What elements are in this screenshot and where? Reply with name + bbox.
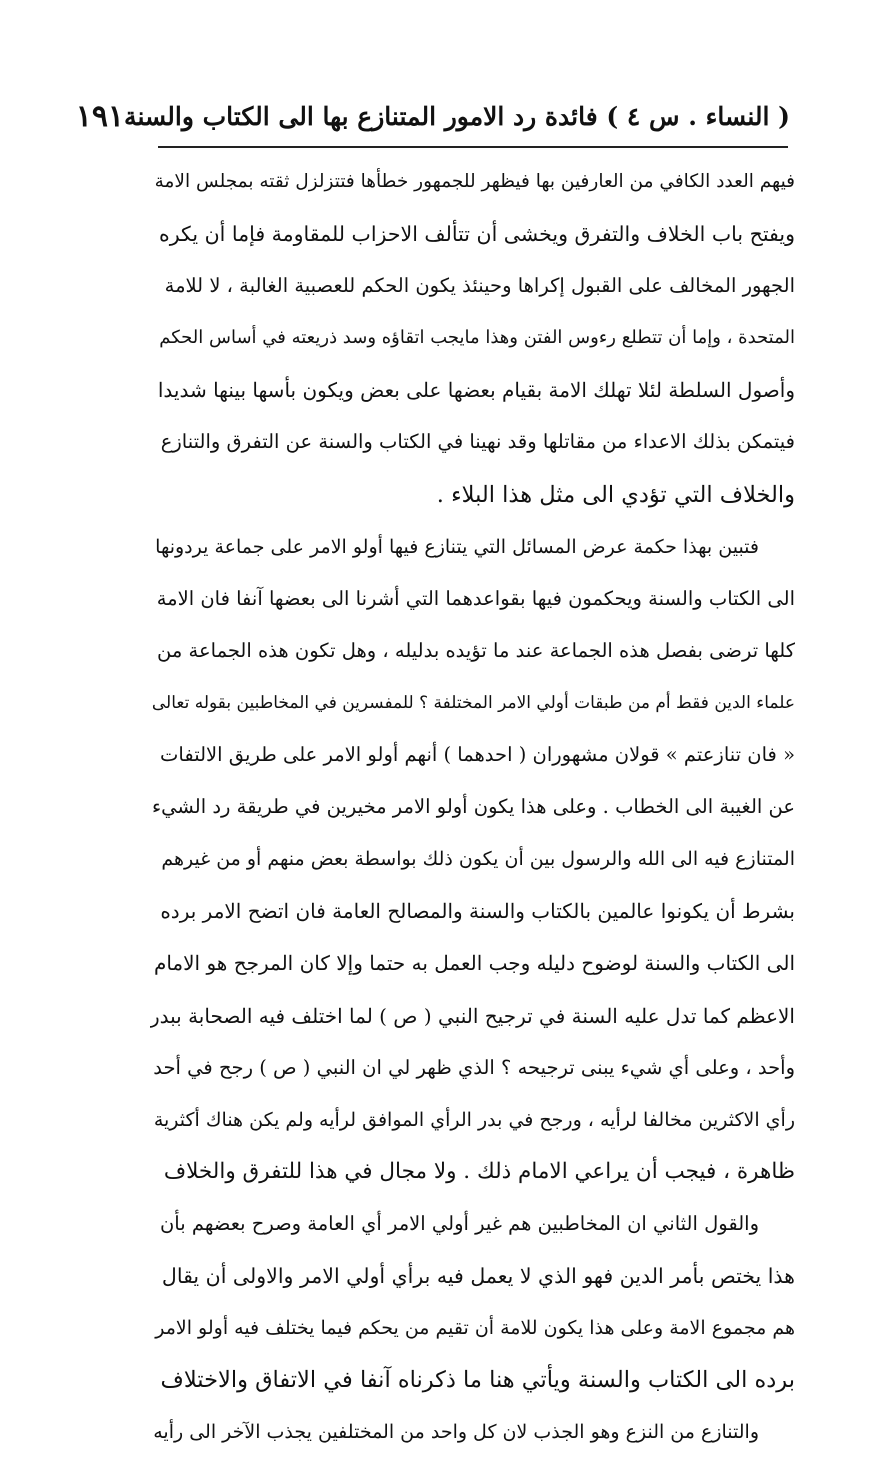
text-line: ويفتح باب الخلاف والتفرق ويخشى أن تتألف الاحزاب للمقاومة فإما أن يكره: [158, 222, 795, 247]
text-line: والتنازع من النزع وهو الجذب لان كل واحد من المختلفين يجذب الآخر الى رأيه: [153, 1421, 759, 1444]
text-line: هذا يختص بأمر الدين فهو الذي لا يعمل فيه برأي أولي الامر والاولى أن يقال: [161, 1263, 795, 1288]
text-line: الى الكتاب والسنة ويحكمون فيها بقواعدهما التي أشرنا الى بعضها آنفا فان الامة: [156, 586, 795, 610]
page-header: [75, 92, 790, 140]
page-number: ١٩١: [75, 98, 125, 134]
text-line: المتنازع فيه الى الله والرسول بين أن يكون ذلك بواسطة بعض منهم أو من غيرهم: [161, 848, 795, 871]
text-line: بشرط أن يكونوا عالمين بالكتاب والسنة والمصالح العامة فان اتضح الامر برده: [160, 899, 795, 924]
text-line: الاعظم كما تدل عليه السنة في ترجيح النبي ( ص ) لما اختلف فيه الصحابة ببدر: [150, 1003, 795, 1028]
text-line: فتبين بهذا حكمة عرض المسائل التي يتنازع فيها أولو الامر على جماعة يردونها: [155, 535, 759, 558]
text-line: هم مجموع الامة وعلى هذا يكون للامة أن تقيم من يحكم فيما يختلف فيه أولو الامر: [155, 1317, 795, 1340]
running-title: ( النساء . س ٤ ) فائدة رد الامور المتنازع بها الى الكتاب والسنة: [124, 101, 790, 131]
text-line: والقول الثاني ان المخاطبين هم غير أولي الامر أي العامة وصرح بعضهم بأن: [159, 1211, 759, 1235]
header-rule: [158, 146, 788, 148]
text-line: علماء الدين فقط أم من طبقات أولي الامر المختلفة ؟ للمفسرين في المخاطبين بقوله تعالى: [151, 692, 795, 713]
text-line: فيتمكن بذلك الاعداء من مقاتلها وقد نهينا في الكتاب والسنة عن التفرق والتنازع: [160, 430, 795, 454]
text-line: وأصول السلطة لئلا تهلك الامة بقيام بعضها على بعض ويكون بأسها بينها شديدا: [157, 378, 795, 403]
text-line: ظاهرة ، فيجب أن يراعي الامام ذلك . ولا مجال في هذا للتفرق والخلاف: [163, 1158, 795, 1184]
text-line: الجهور المخالف على القبول إكراها وحينئذ يكون الحكم للعصبية الغالبة ، لا للامة: [164, 274, 795, 298]
body-text: [150, 156, 795, 1458]
text-line: الى الكتاب والسنة لوضوح دليله وجب العمل به حتما وإلا كان المرجح هو الامام: [153, 951, 795, 976]
text-line: « فان تنازعتم » قولان مشهوران ( احدهما ) أنهم أولو الامر على طريق الالتفات: [160, 743, 795, 767]
text-line: عن الغيبة الى الخطاب . وعلى هذا يكون أولو الامر مخيرين في طريقة رد الشيء: [151, 795, 795, 819]
text-line: برده الى الكتاب والسنة ويأتي هنا ما ذكرناه آنفا في الاتفاق والاختلاف: [160, 1367, 795, 1394]
text-line: كلها ترضى بفصل هذه الجماعة عند ما تؤيده بدليله ، وهل تكون هذه الجماعة من: [157, 638, 795, 662]
text-line: المتحدة ، وإما أن تتطلع رءوس الفتن وهذا مايجب اتقاؤه وسد ذريعته في أساس الحكم: [159, 327, 795, 349]
text-line: والخلاف التي تؤدي الى مثل هذا البلاء .: [436, 481, 795, 508]
text-line: فيهم العدد الكافي من العارفين بها فيظهر للجمهور خطأها فتتزلزل ثقته بمجلس الامة: [154, 171, 795, 192]
text-line: وأحد ، وعلى أي شيء يبنى ترجيحه ؟ الذي ظهر لي ان النبي ( ص ) رجح في أحد: [153, 1055, 795, 1079]
text-line: رأي الاكثرين مخالفا لرأيه ، ورجح في بدر الرأي الموافق لرأيه ولم يكن هناك أكثرية: [153, 1108, 795, 1131]
